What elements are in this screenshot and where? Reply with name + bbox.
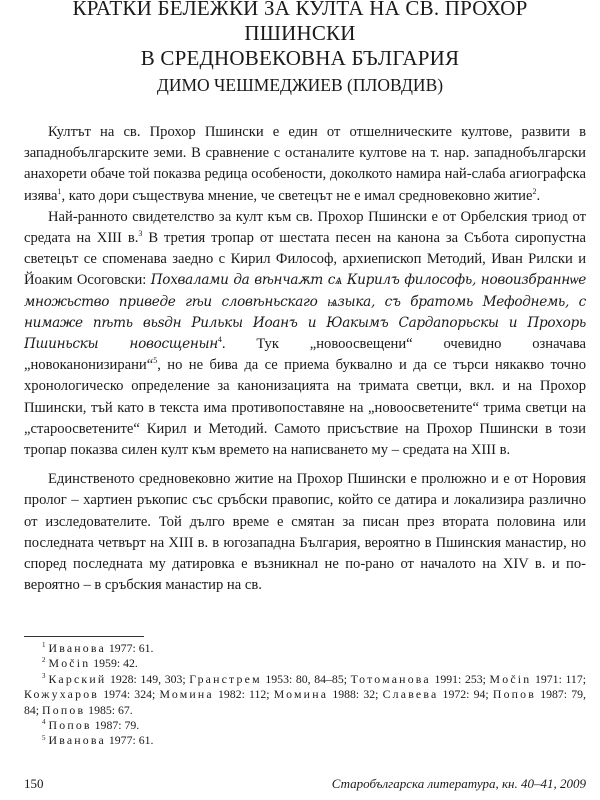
footnote-number: 4	[42, 718, 46, 727]
footnote-number: 3	[42, 671, 46, 680]
title-line-2: В СРЕДНОВЕКОВНА БЪЛГАРИЯ	[140, 46, 460, 70]
footnote-ref-1: 1	[57, 186, 62, 196]
title-line-1: КРАТКИ БЕЛЕЖКИ ЗА КУЛТА НА СВ. ПРОХОР ПШИНСКИ	[72, 0, 528, 45]
old-bulgarian-quote: Похвалами да вѣнчаѫт сѧ Кирилъ философь, новоизбраннѡе множьство приведе гѣи словѣньскаго ѩзыка, съ братомь Мефоднемь, с нимаже пѣть вьѕдн Рилькы Иоанъ и Юакымъ Сардапорьскы и Прохорь Пшиньскы новосщенын	[24, 272, 587, 353]
cited-author: Иванова	[48, 641, 106, 655]
footnote-ref-3: 3	[138, 229, 143, 239]
footnote-ref-2: 2	[532, 186, 537, 196]
footnote-number: 5	[42, 733, 46, 742]
cited-author: Попов	[492, 687, 537, 702]
citation-text: 1987: 79, 84;	[24, 687, 586, 717]
footnote-number: 2	[42, 656, 46, 665]
cited-author: Močin	[48, 656, 91, 671]
cited-author: Тотоманова	[350, 671, 431, 686]
citation-text: 1987: 79.	[91, 718, 140, 733]
cited-author: Славева	[382, 687, 439, 702]
cited-author: Попов	[42, 702, 86, 717]
paragraph-2: Най-ранното свидетелство за култ към св. Прохор Пшински е от Орбелския триод от средата на XIII в.$^3$ В третия тропар от шестата песен на канона за Събота сиропустна светецът се споменава заедно с Кирил Философ, архиепископ Методий, Иван Рилски и Йоаким Осоговски: Похвалами да вѣнчаѫт сѧ Кирилъ философь, новоизбраннѡе множьство приведе гѣи словѣньскаго ѩзыка, съ братомь Мефоднемь, с нимаже пѣть вьѕдн Рилькы Иоанъ и Юакымъ Сардапорьскы и Прохорь Пшиньскы новосщенын$^4$. Тук „новоосвещени“ очевидно означава „новоканонизирани“$^5$, но не бива да се приема буквално и да се търси някакво точно хронологическо определение за канонизацията на тримата светци, вкл. и на Прохор Пшински, тъй като в текста има противопоставяне на „новоосветените“ трима светци на „староосветените“ Кирил и Методий. Самото присъствие на Прохор Пшински в този тропар показва силен култ към времето на написването му – средата на XIII в.	[24, 208, 587, 459]
citation-text: 1977: 61.	[105, 641, 154, 655]
citation-text: 1971: 117;	[531, 671, 586, 686]
cited-author: Иванова	[48, 733, 106, 748]
footnotes	[24, 641, 586, 749]
cited-author: Попов	[48, 718, 92, 733]
page-number: 150	[24, 776, 44, 791]
cited-author: Кожухаров	[24, 687, 100, 702]
cited-author: Момина	[159, 687, 214, 702]
citation-text: 1953: 80, 84–85;	[261, 671, 351, 686]
citation-text: 1972: 94;	[438, 687, 493, 702]
footnote-4	[24, 718, 586, 733]
footnote-1	[24, 641, 586, 656]
citation-text: 1988: 32;	[328, 687, 383, 702]
footnote-3	[24, 672, 586, 718]
article-title	[20, 0, 580, 71]
citation-text: 1974: 324;	[99, 687, 160, 702]
citation-text: 1982: 112;	[213, 687, 274, 702]
cited-author: Гранстрем	[189, 671, 262, 686]
journal-reference: Старобългарска литература, кн. 40–41, 2009	[331, 776, 586, 791]
paragraph-1: Култът на св. Прохор Пшински е един от отшелническите култове, развити в западнобългарските земи. В сравнение с останалите култове на т. нар. западнобългарски анахорети обаче той показва редица особености, доколкото намира най-слаба агиографска изява$^1$, като дори съществува мнение, че светецът не е имал средновековно житие$^2$.	[24, 124, 586, 204]
footnote-2	[24, 656, 586, 671]
citation-text: 1985: 67.	[85, 702, 133, 717]
citation-text: 1928: 149, 303;	[106, 671, 190, 686]
footnote-5	[24, 733, 586, 748]
cited-author: Močin	[489, 671, 532, 686]
cited-author: Карский	[48, 671, 107, 686]
cited-author: Момина	[273, 687, 329, 702]
footnote-number: 1	[42, 641, 46, 650]
citation-text: 1959: 42.	[90, 656, 138, 671]
footnote-ref-5: 5	[153, 356, 158, 366]
citation-text: 1977: 61.	[105, 733, 154, 748]
footnote-ref-4: 4	[217, 335, 222, 345]
citation-text: 1991: 253;	[430, 671, 490, 686]
footnote-divider	[24, 636, 144, 637]
paragraph-3: Единственото средновековно житие на Прохор Пшински е пролюжно и е от Норовия пролог – хартиен ръкопис със сръбски правопис, който се датира и локализира различно от изследователите. Той дълго време е смятан за писан през втората половина или последната четвърт на XIII в. в югозападна България, вероятно в Пшинския манастир, но според последната му датировка е възникнал не по-рано от началото на XIV в. и по-вероятно – в сръбския манастир на св.	[24, 471, 586, 594]
author-line: ДИМО ЧЕШМЕДЖИЕВ (ПЛОВДИВ)	[156, 75, 444, 95]
article-body	[24, 122, 586, 596]
